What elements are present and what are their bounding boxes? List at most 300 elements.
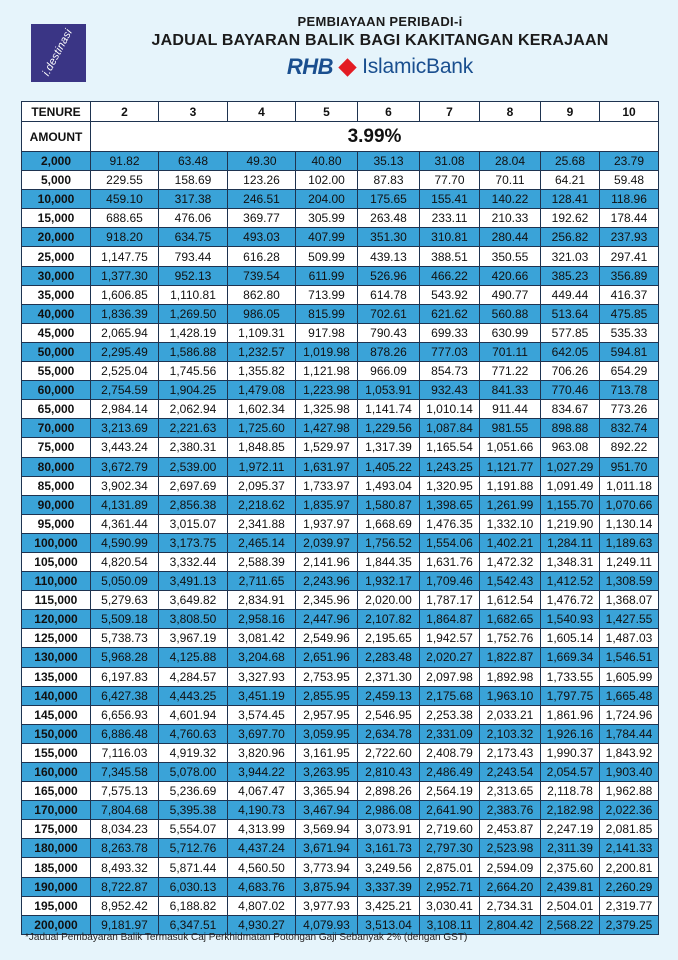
amount-cell: 190,000 [22, 877, 91, 896]
payment-cell: 3,820.96 [228, 743, 296, 762]
amount-cell: 15,000 [22, 209, 91, 228]
payment-cell: 4,807.02 [228, 896, 296, 915]
payment-cell: 8,263.78 [91, 839, 159, 858]
payment-cell: 1,091.49 [541, 476, 600, 495]
payment-cell: 917.98 [296, 323, 358, 342]
table-row [22, 476, 659, 495]
payment-cell: 3,161.73 [358, 839, 420, 858]
payment-cell: 178.44 [600, 209, 659, 228]
amount-cell: 175,000 [22, 820, 91, 839]
payment-cell: 2,141.96 [296, 552, 358, 571]
payment-cell: 2,439.81 [541, 877, 600, 896]
payment-cell: 7,575.13 [91, 782, 159, 801]
payment-cell: 7,116.03 [91, 743, 159, 762]
payment-cell: 4,760.63 [159, 724, 228, 743]
amount-cell: 20,000 [22, 228, 91, 247]
payment-cell: 5,279.63 [91, 591, 159, 610]
table-row [22, 629, 659, 648]
payment-cell: 1,147.75 [91, 247, 159, 266]
payment-cell: 4,131.89 [91, 495, 159, 514]
amount-cell: 110,000 [22, 572, 91, 591]
payment-cell: 1,348.31 [541, 552, 600, 571]
payment-cell: 2,465.14 [228, 533, 296, 552]
payment-cell: 1,405.22 [358, 457, 420, 476]
payment-cell: 493.03 [228, 228, 296, 247]
payment-cell: 1,937.97 [296, 514, 358, 533]
payment-cell: 1,848.85 [228, 438, 296, 457]
payment-cell: 1,542.43 [480, 572, 541, 591]
payment-cell: 2,549.96 [296, 629, 358, 648]
payment-cell: 1,784.44 [600, 724, 659, 743]
payment-cell: 611.99 [296, 266, 358, 285]
payment-cell: 6,197.83 [91, 667, 159, 686]
tenure-col-header: 2 [91, 102, 159, 122]
payment-cell: 777.03 [420, 342, 480, 361]
payment-cell: 2,834.91 [228, 591, 296, 610]
payment-cell: 369.77 [228, 209, 296, 228]
payment-cell: 4,125.88 [159, 648, 228, 667]
payment-cell: 6,427.38 [91, 686, 159, 705]
payment-cell: 1,612.54 [480, 591, 541, 610]
amount-rate-row [22, 122, 659, 152]
bank-name: IslamicBank [362, 55, 474, 78]
payment-cell: 351.30 [358, 228, 420, 247]
payment-cell: 1,402.21 [480, 533, 541, 552]
diamond-icon [338, 58, 356, 76]
payment-cell: 2,697.69 [159, 476, 228, 495]
payment-cell: 466.22 [420, 266, 480, 285]
table-row [22, 782, 659, 801]
header-subtitle: PEMBIAYAAN PERIBADI-i [297, 14, 463, 29]
table-row [22, 209, 659, 228]
payment-cell: 1,317.39 [358, 438, 420, 457]
payment-cell: 2,523.98 [480, 839, 541, 858]
payment-cell: 49.30 [228, 152, 296, 171]
payment-cell: 654.29 [600, 362, 659, 381]
payment-cell: 2,754.59 [91, 381, 159, 400]
payment-cell: 31.08 [420, 152, 480, 171]
payment-cell: 1,019.98 [296, 342, 358, 361]
payment-cell: 3,059.95 [296, 724, 358, 743]
payment-cell: 4,590.99 [91, 533, 159, 552]
payment-cell: 1,822.87 [480, 648, 541, 667]
tenure-col-header: 7 [420, 102, 480, 122]
payment-cell: 3,967.19 [159, 629, 228, 648]
table-row [22, 763, 659, 782]
table-row [22, 877, 659, 896]
payment-cell: 706.26 [541, 362, 600, 381]
payment-cell: 1,249.11 [600, 552, 659, 571]
payment-cell: 1,191.88 [480, 476, 541, 495]
payment-cell: 1,155.70 [541, 495, 600, 514]
payment-cell: 688.65 [91, 209, 159, 228]
amount-cell: 130,000 [22, 648, 91, 667]
payment-cell: 2,957.95 [296, 705, 358, 724]
payment-cell: 509.99 [296, 247, 358, 266]
payment-cell: 2,081.85 [600, 820, 659, 839]
payment-cell: 793.44 [159, 247, 228, 266]
payment-cell: 832.74 [600, 419, 659, 438]
payment-cell: 981.55 [480, 419, 541, 438]
payment-cell: 1,141.74 [358, 400, 420, 419]
payment-cell: 1,972.11 [228, 457, 296, 476]
payment-cell: 5,395.38 [159, 801, 228, 820]
payment-cell: 350.55 [480, 247, 541, 266]
payment-cell: 739.54 [228, 266, 296, 285]
payment-cell: 713.99 [296, 285, 358, 304]
amount-cell: 180,000 [22, 839, 91, 858]
payment-cell: 5,738.73 [91, 629, 159, 648]
payment-cell: 388.51 [420, 247, 480, 266]
payment-cell: 4,437.24 [228, 839, 296, 858]
payment-cell: 2,260.29 [600, 877, 659, 896]
payment-cell: 2,459.13 [358, 686, 420, 705]
amount-cell: 150,000 [22, 724, 91, 743]
payment-cell: 2,022.36 [600, 801, 659, 820]
payment-cell: 1,476.35 [420, 514, 480, 533]
payment-cell: 2,539.00 [159, 457, 228, 476]
payment-cell: 158.69 [159, 171, 228, 190]
payment-cell: 2,711.65 [228, 572, 296, 591]
amount-cell: 120,000 [22, 610, 91, 629]
payment-cell: 28.04 [480, 152, 541, 171]
payment-cell: 2,200.81 [600, 858, 659, 877]
payment-cell: 702.61 [358, 304, 420, 323]
payment-cell: 1,053.91 [358, 381, 420, 400]
footnote: *Jadual Pembayaran Balik Termasuk Caj Perkhidmatan Potongan Gaji Sebanyak 2% (dengan GST) [25, 932, 468, 943]
payment-cell: 2,856.38 [159, 495, 228, 514]
table-row [22, 400, 659, 419]
payment-cell: 634.75 [159, 228, 228, 247]
payment-cell: 4,361.44 [91, 514, 159, 533]
payment-cell: 1,942.57 [420, 629, 480, 648]
payment-cell: 233.11 [420, 209, 480, 228]
payment-cell: 892.22 [600, 438, 659, 457]
payment-cell: 449.44 [541, 285, 600, 304]
payment-cell: 3,030.41 [420, 896, 480, 915]
payment-cell: 1,189.63 [600, 533, 659, 552]
payment-cell: 1,756.52 [358, 533, 420, 552]
payment-cell: 87.83 [358, 171, 420, 190]
tenure-col-header: 10 [600, 102, 659, 122]
payment-cell: 951.70 [600, 457, 659, 476]
payment-cell: 2,243.96 [296, 572, 358, 591]
payment-cell: 204.00 [296, 190, 358, 209]
payment-cell: 2,525.04 [91, 362, 159, 381]
payment-cell: 621.62 [420, 304, 480, 323]
payment-cell: 1,605.14 [541, 629, 600, 648]
payment-cell: 1,308.59 [600, 572, 659, 591]
payment-cell: 3,513.04 [358, 915, 420, 934]
amount-cell: 35,000 [22, 285, 91, 304]
payment-cell: 229.55 [91, 171, 159, 190]
payment-cell: 834.67 [541, 400, 600, 419]
payment-cell: 1,284.11 [541, 533, 600, 552]
payment-cell: 1,232.57 [228, 342, 296, 361]
payment-cell: 2,753.95 [296, 667, 358, 686]
payment-cell: 91.82 [91, 152, 159, 171]
payment-cell: 1,087.84 [420, 419, 480, 438]
payment-cell: 263.48 [358, 209, 420, 228]
payment-cell: 2,664.20 [480, 877, 541, 896]
payment-cell: 8,493.32 [91, 858, 159, 877]
table-row [22, 171, 659, 190]
table-row [22, 304, 659, 323]
payment-cell: 3,213.69 [91, 419, 159, 438]
payment-cell: 2,313.65 [480, 782, 541, 801]
amount-cell: 100,000 [22, 533, 91, 552]
payment-cell: 614.78 [358, 285, 420, 304]
table-row [22, 152, 659, 171]
table-row [22, 686, 659, 705]
payment-cell: 1,836.39 [91, 304, 159, 323]
payment-cell: 3,081.42 [228, 629, 296, 648]
payment-cell: 2,986.08 [358, 801, 420, 820]
payment-cell: 6,347.51 [159, 915, 228, 934]
payment-cell: 2,097.98 [420, 667, 480, 686]
payment-cell: 1,243.25 [420, 457, 480, 476]
table-row [22, 552, 659, 571]
payment-cell: 3,263.95 [296, 763, 358, 782]
amount-cell: 115,000 [22, 591, 91, 610]
amount-cell: 160,000 [22, 763, 91, 782]
payment-cell: 3,443.24 [91, 438, 159, 457]
payment-cell: 1,669.34 [541, 648, 600, 667]
payment-cell: 6,030.13 [159, 877, 228, 896]
payment-cell: 1,668.69 [358, 514, 420, 533]
payment-cell: 128.41 [541, 190, 600, 209]
payment-cell: 1,229.56 [358, 419, 420, 438]
payment-cell: 256.82 [541, 228, 600, 247]
payment-cell: 986.05 [228, 304, 296, 323]
payment-cell: 2,218.62 [228, 495, 296, 514]
table-row [22, 648, 659, 667]
table-row [22, 342, 659, 361]
payment-cell: 1,121.77 [480, 457, 541, 476]
payment-cell: 385.23 [541, 266, 600, 285]
payment-cell: 2,722.60 [358, 743, 420, 762]
payment-cell: 7,804.68 [91, 801, 159, 820]
amount-cell: 75,000 [22, 438, 91, 457]
payment-cell: 4,560.50 [228, 858, 296, 877]
payment-cell: 123.26 [228, 171, 296, 190]
page-title: JADUAL BAYARAN BALIK BAGI KAKITANGAN KERAJAAN [151, 32, 609, 49]
payment-cell: 2,594.09 [480, 858, 541, 877]
amount-cell: 155,000 [22, 743, 91, 762]
table-row [22, 801, 659, 820]
payment-cell: 1,904.25 [159, 381, 228, 400]
payment-cell: 2,103.32 [480, 724, 541, 743]
payment-cell: 7,345.58 [91, 763, 159, 782]
payment-cell: 2,504.01 [541, 896, 600, 915]
payment-cell: 1,219.90 [541, 514, 600, 533]
payment-cell: 1,586.88 [159, 342, 228, 361]
table-row [22, 419, 659, 438]
amount-cell: 195,000 [22, 896, 91, 915]
payment-cell: 616.28 [228, 247, 296, 266]
amount-cell: 140,000 [22, 686, 91, 705]
payment-cell: 790.43 [358, 323, 420, 342]
table-row [22, 591, 659, 610]
tenure-col-header: 5 [296, 102, 358, 122]
payment-cell: 1,709.46 [420, 572, 480, 591]
payment-cell: 280.44 [480, 228, 541, 247]
payment-cell: 1,745.56 [159, 362, 228, 381]
payment-cell: 1,010.14 [420, 400, 480, 419]
payment-cell: 2,408.79 [420, 743, 480, 762]
payment-cell: 1,165.54 [420, 438, 480, 457]
table-row [22, 514, 659, 533]
payment-cell: 35.13 [358, 152, 420, 171]
payment-cell: 2,319.77 [600, 896, 659, 915]
payment-cell: 1,223.98 [296, 381, 358, 400]
payment-cell: 1,602.34 [228, 400, 296, 419]
payment-cell: 815.99 [296, 304, 358, 323]
payment-cell: 2,345.96 [296, 591, 358, 610]
payment-cell: 1,493.04 [358, 476, 420, 495]
payment-cell: 321.03 [541, 247, 600, 266]
amount-cell: 85,000 [22, 476, 91, 495]
idestinasi-logo [31, 24, 86, 82]
payment-cell: 1,665.48 [600, 686, 659, 705]
payment-cell: 2,221.63 [159, 419, 228, 438]
payment-cell: 1,605.99 [600, 667, 659, 686]
amount-cell: 95,000 [22, 514, 91, 533]
payment-cell: 1,540.93 [541, 610, 600, 629]
payment-cell: 1,990.37 [541, 743, 600, 762]
payment-cell: 23.79 [600, 152, 659, 171]
payment-cell: 2,175.68 [420, 686, 480, 705]
payment-cell: 3,451.19 [228, 686, 296, 705]
payment-cell: 1,843.92 [600, 743, 659, 762]
amount-cell: 40,000 [22, 304, 91, 323]
table-row [22, 438, 659, 457]
payment-cell: 2,641.90 [420, 801, 480, 820]
payment-cell: 2,062.94 [159, 400, 228, 419]
payment-cell: 1,546.51 [600, 648, 659, 667]
payment-cell: 878.26 [358, 342, 420, 361]
payment-cell: 2,141.33 [600, 839, 659, 858]
payment-cell: 1,724.96 [600, 705, 659, 724]
payment-cell: 4,443.25 [159, 686, 228, 705]
amount-cell: 50,000 [22, 342, 91, 361]
payment-cell: 2,020.00 [358, 591, 420, 610]
payment-cell: 771.22 [480, 362, 541, 381]
payment-cell: 1,109.31 [228, 323, 296, 342]
payment-cell: 210.33 [480, 209, 541, 228]
table-row [22, 896, 659, 915]
payment-cell: 2,331.09 [420, 724, 480, 743]
payment-cell: 4,601.94 [159, 705, 228, 724]
payment-cell: 854.73 [420, 362, 480, 381]
payment-cell: 2,797.30 [420, 839, 480, 858]
payment-cell: 2,379.25 [600, 915, 659, 934]
payment-cell: 3,902.34 [91, 476, 159, 495]
payment-cell: 701.11 [480, 342, 541, 361]
page-header [100, 14, 660, 80]
payment-cell: 3,204.68 [228, 648, 296, 667]
payment-cell: 932.43 [420, 381, 480, 400]
payment-cell: 63.48 [159, 152, 228, 171]
payment-cell: 140.22 [480, 190, 541, 209]
amount-cell: 200,000 [22, 915, 91, 934]
payment-cell: 770.46 [541, 381, 600, 400]
payment-cell: 2,253.38 [420, 705, 480, 724]
payment-cell: 1,631.97 [296, 457, 358, 476]
payment-cell: 2,486.49 [420, 763, 480, 782]
tenure-header-row [22, 102, 659, 122]
payment-cell: 1,051.66 [480, 438, 541, 457]
payment-cell: 1,861.96 [541, 705, 600, 724]
payment-cell: 3,491.13 [159, 572, 228, 591]
payment-cell: 3,574.45 [228, 705, 296, 724]
payment-cell: 773.26 [600, 400, 659, 419]
table-row [22, 457, 659, 476]
amount-cell: 30,000 [22, 266, 91, 285]
amount-label: AMOUNT [22, 122, 91, 152]
payment-cell: 5,968.28 [91, 648, 159, 667]
payment-cell: 1,487.03 [600, 629, 659, 648]
payment-cell: 1,355.82 [228, 362, 296, 381]
payment-cell: 1,962.88 [600, 782, 659, 801]
payment-cell: 3,425.21 [358, 896, 420, 915]
table-row [22, 228, 659, 247]
payment-cell: 1,427.55 [600, 610, 659, 629]
payment-cell: 1,554.06 [420, 533, 480, 552]
table-row [22, 495, 659, 514]
amount-cell: 80,000 [22, 457, 91, 476]
payment-cell: 476.06 [159, 209, 228, 228]
payment-cell: 2,447.96 [296, 610, 358, 629]
table-row [22, 533, 659, 552]
payment-cell: 560.88 [480, 304, 541, 323]
payment-cell: 317.38 [159, 190, 228, 209]
payment-cell: 713.78 [600, 381, 659, 400]
amount-cell: 25,000 [22, 247, 91, 266]
payment-cell: 237.93 [600, 228, 659, 247]
amount-cell: 65,000 [22, 400, 91, 419]
payment-cell: 2,588.39 [228, 552, 296, 571]
table-row [22, 190, 659, 209]
payment-cell: 305.99 [296, 209, 358, 228]
bank-logo [100, 54, 660, 80]
payment-cell: 1,377.30 [91, 266, 159, 285]
payment-cell: 2,898.26 [358, 782, 420, 801]
amount-cell: 105,000 [22, 552, 91, 571]
payment-cell: 1,752.76 [480, 629, 541, 648]
payment-cell: 407.99 [296, 228, 358, 247]
payment-cell: 1,027.29 [541, 457, 600, 476]
payment-cell: 1,427.98 [296, 419, 358, 438]
payment-cell: 1,320.95 [420, 476, 480, 495]
payment-cell: 2,952.71 [420, 877, 480, 896]
payment-cell: 1,529.97 [296, 438, 358, 457]
payment-cell: 3,977.93 [296, 896, 358, 915]
payment-cell: 2,958.16 [228, 610, 296, 629]
amount-cell: 90,000 [22, 495, 91, 514]
payment-cell: 862.80 [228, 285, 296, 304]
payment-cell: 1,844.35 [358, 552, 420, 571]
amount-cell: 2,000 [22, 152, 91, 171]
table-row [22, 323, 659, 342]
payment-cell: 2,020.27 [420, 648, 480, 667]
payment-cell: 59.48 [600, 171, 659, 190]
payment-cell: 630.99 [480, 323, 541, 342]
payment-cell: 1,476.72 [541, 591, 600, 610]
payment-cell: 1,903.40 [600, 763, 659, 782]
payment-cell: 2,875.01 [420, 858, 480, 877]
amount-cell: 45,000 [22, 323, 91, 342]
